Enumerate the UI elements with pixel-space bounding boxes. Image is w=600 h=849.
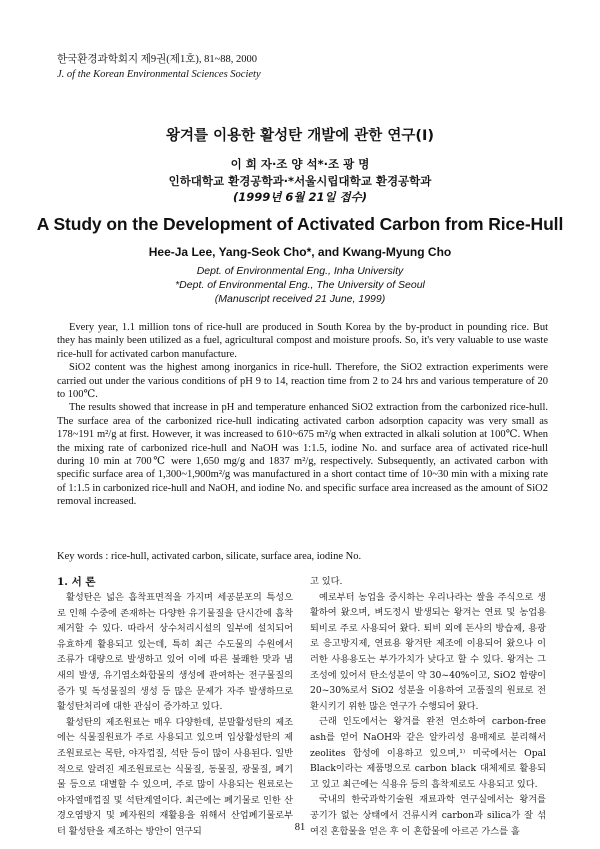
body-paragraph: 고 있다. [310,576,343,587]
authors-english: Hee-Ja Lee, Yang-Seok Cho*, and Kwang-Myung Cho [148,245,452,259]
abstract [57,321,548,509]
affiliation-english-1: Dept. of Environmental Eng., Inha University [196,265,404,277]
authors-korean: 이 희 자·조 양 석*·조 광 명 [230,157,370,171]
journal-name-en: J. of the Korean Environmental Sciences Society [57,69,261,80]
abstract-paragraph-2: SiO2 content was the highest among inorganics in rice-hull. Therefore, the SiO2 extraction experiments were carried out under the various conditions of pH 9 to 14, reaction time from 2 to 24 hrs and various temperature of 20 to 100℃. [57,362,548,401]
title-english: A Study on the Development of Activated Carbon from Rice-Hull [36,214,564,234]
affiliation-korean: 인하대학교 환경공학과·*서울시립대학교 환경공학과 [168,174,432,188]
abstract-paragraph-3: The results showed that increase in pH and temperature enhanced SiO2 extraction from the carbonized rice-hull. The surface area of the carbonized rice-hull indicating activated carbon adsorption capacity was very small as 178~191 m²/g at first. However, it was increased to 610~675 m²/g when extracted in alkali solution at 100℃. When the mixing rate of carbonized rice-hull and NaOH was 1:1.5, iodine No. and surface area of activated rice-hull during 10 min at 700℃ were 1,650 mg/g and 1837 m²/g, respectively. Subsequently, an activated carbon with specific surface area of 1,300~1,900m²/g was manufactured in a short contact time of 10~30 min with a mixing rate of 1:1.5 in carbonized rice-hull and NaOH, and iodine No. and specific surface area increased as the amount of SiO2 removal increased. [57,402,548,508]
body-paragraph: 근래 인도에서는 왕겨를 완전 연소하여 carbon-free ash를 얻어 NaOH와 같은 알카리성 용매제로 분리해서 zeolites 합성에 이용하고 있으며,¹⁾ 미국에서는 Opal Black이라는 제품명으로 carbon black 대체제로 활용되고 있고 최근에는 식용유 등의 흡착제로도 사용되고 있다. [310,716,546,790]
manuscript-received-english: (Manuscript received 21 June, 1999) [214,293,386,305]
body-column-left [57,574,293,840]
keywords: Key words : rice-hull, activated carbon, silicate, surface area, iodine No. [57,551,362,562]
title-korean: 왕겨를 이용한 활성탄 개발에 관한 연구(Ⅰ) [166,128,434,144]
body-paragraph: 국내의 한국과학기술원 재료과학 연구실에서는 왕겨를 공기가 없는 상태에서 건류시켜 carbon과 silica가 잘 섞여진 혼합물을 얻은 후 이 혼합물에 아르곤 가스를 흘 [310,794,546,837]
journal-header [57,52,261,82]
body-paragraph: 활성탄의 제조원료는 매우 다양한데, 분말활성탄의 제조에는 식물질원료가 주로 사용되고 있으며 입상활성탄의 제조원료로는 목탄, 야자껍질, 석탄 등이 많이 사용된다. 일반적으로 알려진 제조원료로는 식물질, 동물질, 광물질, 폐기물 등으로 대별할 수 있으며, 주로 많이 사용되는 원료로는 야자열매껍질 및 석탄계열이다. 최근에는 폐기물로 인한 산경오염방지 및 폐자원의 재활용을 위해서 산업폐기물로부터 활성탄을 제조하는 방안이 연구되 [57,716,293,837]
abstract-paragraph-1: Every year, 1.1 million tons of rice-hull are produced in South Korea by the by-product in pounding rice. But they has mainly been utilized as a fuel, agricultural compost and moisture proofs. So, it's very valuable to use waste rice-hull for activated carbon manufacture. [57,322,548,360]
affiliation-english-2: *Dept. of Environmental Eng., The University of Seoul [175,279,425,291]
body-paragraph: 활성탄은 넓은 흡착표면적을 가지며 세공분포의 특성으로 인해 수중에 존재하는 다양한 유기물질을 단시간에 흡착 제거할 수 있다. 따라서 상수처리시설의 일부에 설치되어 유효하게 활용되고 있는데, 특히 최근 수도물의 수원에서 조류가 대량으로 발생하고 있어 이에 따른 불쾌한 맛과 냄새의 발생, 유기염소화합물의 생성에 관여하는 전구물질의 증가 및 독성물질의 생성 등 많은 문제가 자주 발생하므로 활성탄처리에 대한 관심이 증가하고 있다. [57,592,293,713]
page-number: 81 [294,822,306,833]
received-date-korean: (1999년 6월 21일 접수) [232,190,368,204]
body-column-right [310,574,546,839]
body-paragraph: 예로부터 농업을 중시하는 우리나라는 쌀을 주식으로 생활하여 왔으며, 벼도정시 발생되는 왕겨는 연료 및 농업용 퇴비로 주로 사용되어 왔다. 퇴비 외에 돈사의 방습제, 용광로 응고방지제, 연료용 왕겨탄 제조에 이용되어 왔으나 이러한 사용용도는 부가가치가 낮다고 할 수 있다. 왕겨는 그 조성에 있어서 탄소성분이 약 30~40%이고, SiO2 함량이 20~30%로서 SiO2 성분을 이용하여 고품질의 원료로 전환시키기 위한 많은 연구가 수행되어 왔다. [310,591,546,712]
section-title-introduction: 1. 서 론 [57,576,96,588]
journal-volume-line: 한국환경과학회지 제9권(제1호), 81~88, 2000 [57,54,258,65]
